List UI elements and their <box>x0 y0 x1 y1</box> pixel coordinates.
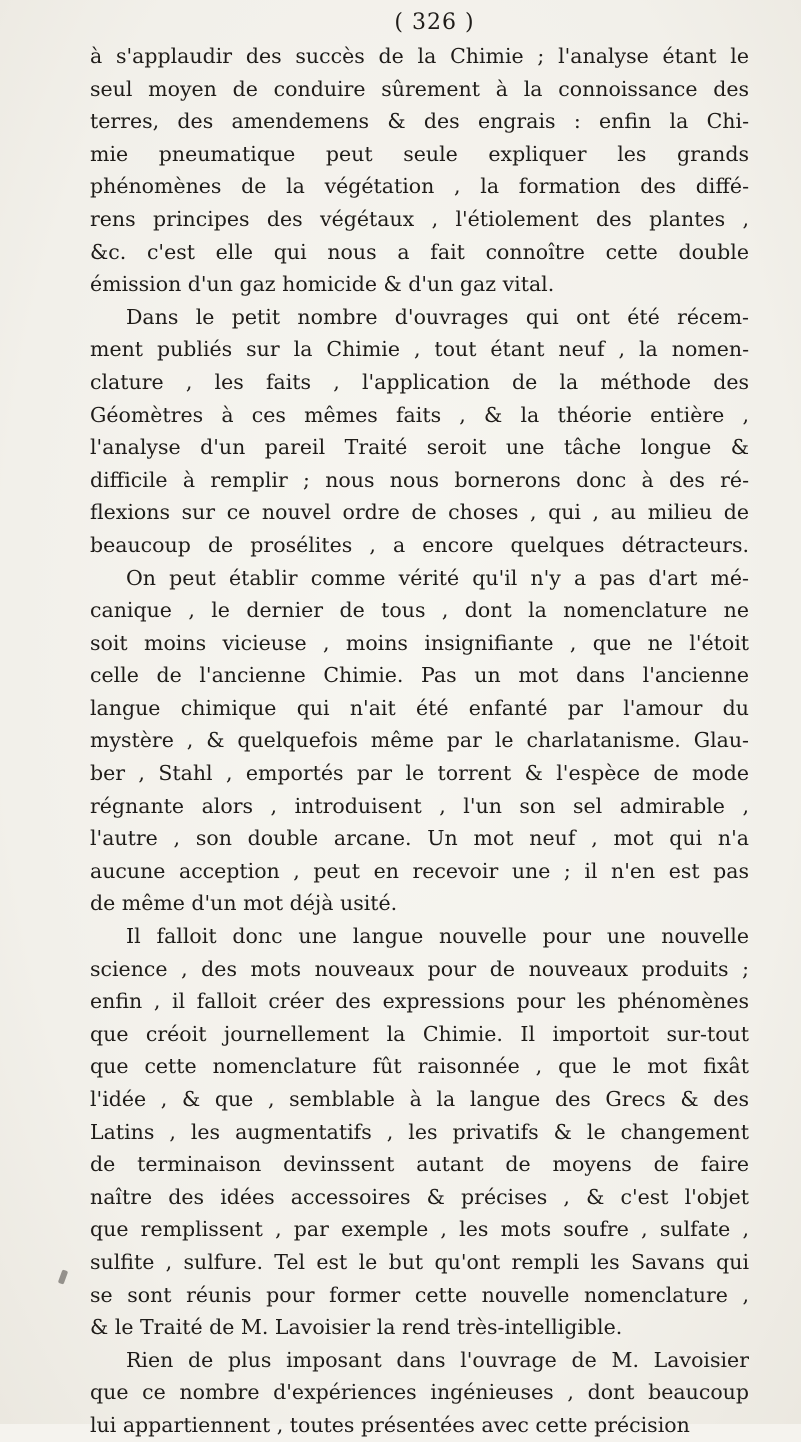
text-line: lui appartiennent , toutes présentées avec cette précision <box>90 1412 690 1437</box>
text-line: On peut établir comme vérité qu'il n'y a pas d'art mé- <box>126 565 749 590</box>
text-line: mie pneumatique peut seule expliquer les grands <box>90 141 749 166</box>
text-line: langue chimique qui n'ait été enfanté par l'amour du <box>90 695 749 720</box>
text-line: sulfite , sulfure. Tel est le but qu'ont rempli les Savans qui <box>90 1249 749 1274</box>
text-line: l'idée , & que , semblable à la langue des Grecs & des <box>90 1087 749 1111</box>
text-line: flexions sur ce nouvel ordre de choses , qui , au milieu de <box>90 500 749 525</box>
text-line: Latins , les augmentatifs , les privatifs & le changement <box>90 1119 749 1144</box>
text-line: canique , le dernier de tous , dont la nomenclature ne <box>90 598 749 623</box>
text-line: difficile à remplir ; nous nous bornerons donc à des ré- <box>90 467 749 492</box>
text-line: ber , Stahl , emportés par le torrent & l'espèce de mode <box>90 761 749 786</box>
text-line: &c. c'est elle qui nous a fait connoître cette double <box>90 239 749 264</box>
text-line: seul moyen de conduire sûrement à la connoissance des <box>90 76 749 101</box>
text-line: ment publiés sur la Chimie , tout étant neuf , la nomen- <box>90 337 749 362</box>
text-line: rens principes des végétaux , l'étiolement des plantes , <box>90 206 749 231</box>
text-line: soit moins vicieuse , moins insignifiante , que ne l'étoit <box>90 630 749 655</box>
text-line: Dans le petit nombre d'ouvrages qui ont été récem- <box>126 304 749 329</box>
text-line: Rien de plus imposant dans l'ouvrage de M. Lavoisier <box>126 1347 749 1372</box>
text-line: & le Traité de M. Lavoisier la rend très-intelligible. <box>90 1315 623 1340</box>
text-line: Il falloit donc une langue nouvelle pour une nouvelle <box>126 924 749 949</box>
text-line: terres, des amendemens & des engrais : enfin la Chi- <box>90 109 749 134</box>
body-text <box>90 40 749 1442</box>
text-line: que cette nomenclature fût raisonnée , que le mot fixât <box>90 1054 749 1079</box>
page-number: ( 326 ) <box>394 10 475 35</box>
text-line: phénomènes de la végétation , la formation des diffé- <box>90 174 749 199</box>
text-line: à s'applaudir des succès de la Chimie ; l'analyse étant le <box>90 44 749 68</box>
text-line: Géomètres à ces mêmes faits , & la théorie entière , <box>90 402 749 427</box>
text-line: science , des mots nouveaux pour de nouveaux produits ; <box>90 956 749 981</box>
text-line: l'analyse d'un pareil Traité seroit une tâche longue & <box>90 435 749 460</box>
text-line: naître des idées accessoires & précises , & c'est l'objet <box>90 1184 749 1209</box>
text-line: beaucoup de prosélites , a encore quelques détracteurs. <box>90 532 749 557</box>
text-line: que ce nombre d'expériences ingénieuses , dont beaucoup <box>90 1380 749 1405</box>
ink-blot <box>58 1269 68 1284</box>
text-line: aucune acception , peut en recevoir une ; il n'en est pas <box>90 858 749 883</box>
text-line: celle de l'ancienne Chimie. Pas un mot dans l'ancienne <box>90 663 749 688</box>
text-line: émission d'un gaz homicide & d'un gaz vital. <box>90 272 555 297</box>
text-line: régnante alors , introduisent , l'un son sel admirable , <box>90 793 749 818</box>
text-line: de même d'un mot déjà usité. <box>90 891 398 916</box>
text-line: de terminaison devinssent autant de moyens de faire <box>90 1152 749 1177</box>
text-line: que créoit journellement la Chimie. Il importoit sur-tout <box>90 1021 749 1046</box>
text-line: clature , les faits , l'application de la méthode des <box>90 369 749 394</box>
text-line: enfin , il falloit créer des expressions pour les phénomènes <box>90 989 749 1014</box>
text-line: mystère , & quelquefois même par le charlatanisme. Glau- <box>90 728 749 753</box>
text-line: l'autre , son double arcane. Un mot neuf , mot qui n'a <box>90 826 749 851</box>
text-line: se sont réunis pour former cette nouvelle nomenclature , <box>90 1282 749 1307</box>
text-line: que remplissent , par exemple , les mots soufre , sulfate , <box>90 1217 749 1242</box>
